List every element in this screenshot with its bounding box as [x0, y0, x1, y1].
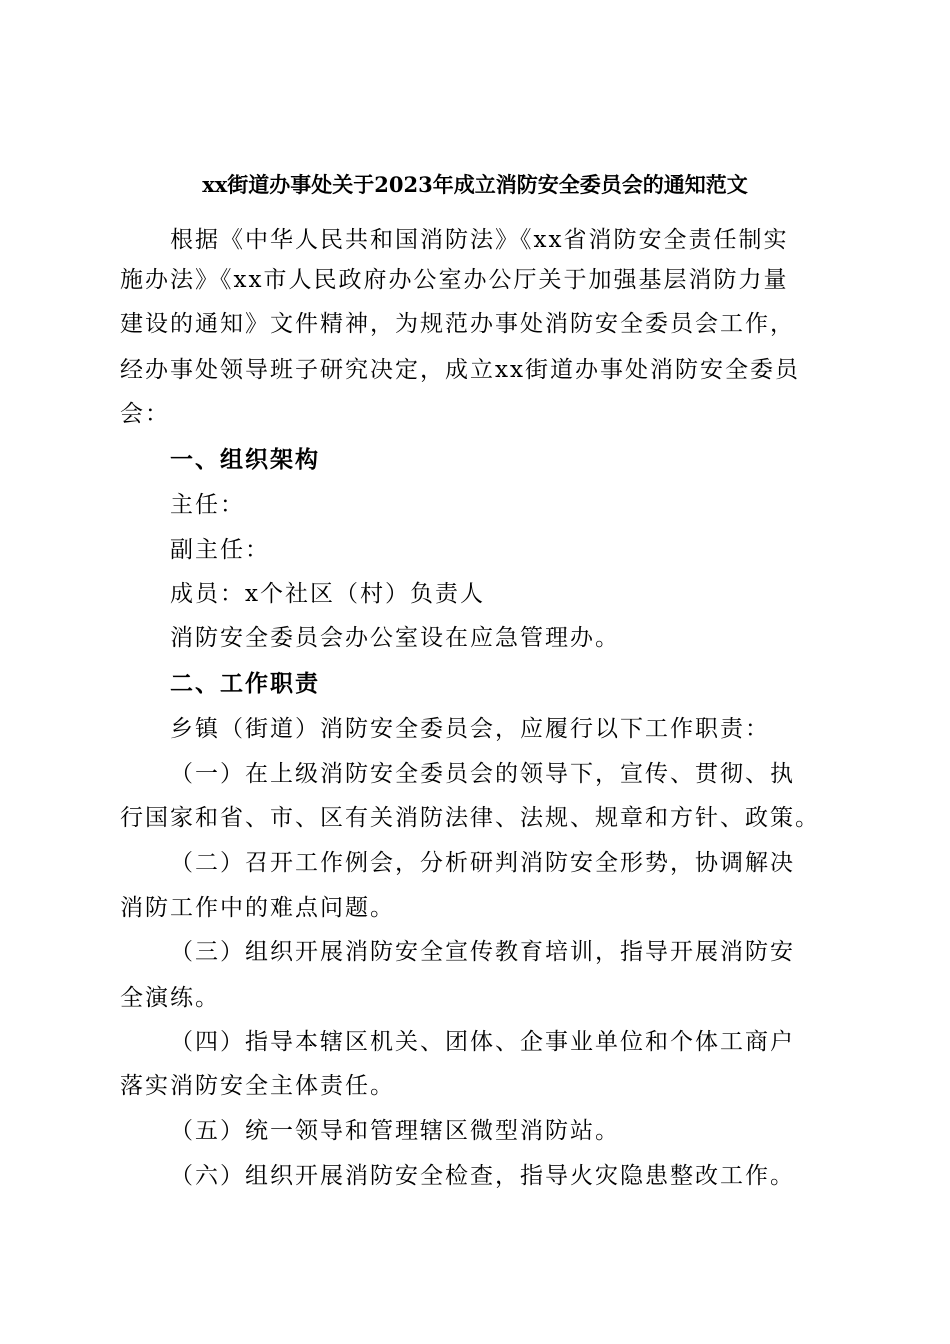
- duty-item: （四）指导本辖区机关、团体、企事业单位和个体工商户: [170, 1029, 795, 1055]
- office-line: 消防安全委员会办公室设在应急管理办。: [170, 625, 620, 651]
- duty-item: （三）组织开展消防安全宣传教育培训，指导开展消防安: [170, 939, 795, 965]
- duty-item-continuation: 落实消防安全主体责任。: [120, 1073, 395, 1099]
- section-heading-organization: 一、组织架构: [170, 446, 320, 473]
- director-line: 主任：: [170, 492, 245, 518]
- document-title: xx街道办事处关于2023年成立消防安全委员会的通知范文: [202, 172, 748, 197]
- duty-item: （五）统一领导和管理辖区微型消防站。: [170, 1118, 620, 1144]
- duties-lead: 乡镇（街道）消防安全委员会，应履行以下工作职责：: [170, 716, 770, 742]
- duty-item: （一）在上级消防安全委员会的领导下，宣传、贯彻、执: [170, 761, 795, 787]
- duty-item-continuation: 全演练。: [120, 985, 220, 1011]
- deputy-director-line: 副主任：: [170, 537, 270, 563]
- duty-item-continuation: 消防工作中的难点问题。: [120, 895, 395, 921]
- intro-line: 建设的通知》文件精神，为规范办事处消防安全委员会工作，: [120, 311, 795, 337]
- intro-line: 根据《中华人民共和国消防法》《xx省消防安全责任制实: [170, 227, 789, 253]
- duty-item: （六）组织开展消防安全检查，指导火灾隐患整改工作。: [170, 1163, 795, 1189]
- section-heading-duties: 二、工作职责: [170, 670, 320, 697]
- intro-line: 施办法》《xx市人民政府办公室办公厅关于加强基层消防力量: [120, 267, 789, 293]
- intro-line: 会：: [120, 401, 170, 427]
- intro-line: 经办事处领导班子研究决定，成立xx街道办事处消防安全委员: [120, 357, 800, 383]
- members-line: 成员：x个社区（村）负责人: [170, 581, 485, 607]
- duty-item-continuation: 行国家和省、市、区有关消防法律、法规、规章和方针、政策。: [120, 805, 820, 831]
- duty-item: （二）召开工作例会，分析研判消防安全形势，协调解决: [170, 850, 795, 876]
